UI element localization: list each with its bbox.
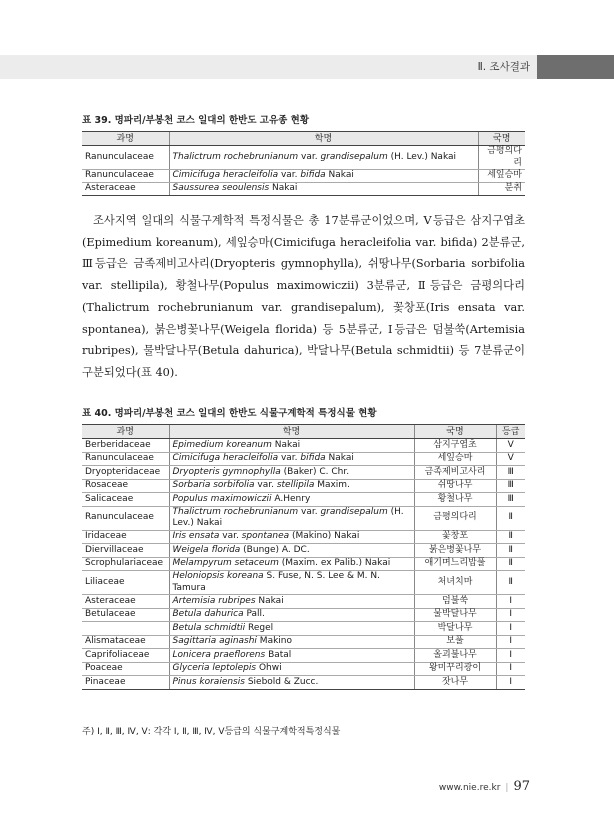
family-cell: Asteraceae [82,183,169,196]
korean-name-cell: 쉬땅나무 [414,479,496,493]
column-header: 학명 [169,132,478,146]
grade-cell: Ⅱ [496,544,525,558]
column-header: 과명 [82,425,169,439]
scientific-name-cell [169,649,414,663]
grade-cell: Ⅲ [496,493,525,507]
column-header: 국명 [478,132,525,146]
korean-name-cell: 처녀치마 [414,571,496,595]
sci-name-sci: Cimicifuga heracleifolia [172,453,279,463]
table-row [82,676,525,690]
grade-cell: Ⅰ [496,622,525,636]
sci-name-infra: bifida [300,453,326,463]
table-40 [82,424,525,690]
sci-name-author: (H. Lev.) Nakai [387,151,457,162]
grade-cell: Ⅰ [496,608,525,622]
grade-cell: Ⅴ [496,439,525,453]
sci-name-author: Pall. [243,609,265,619]
header-tab [537,55,614,79]
family-cell: Rosaceae [82,479,169,493]
scientific-name-cell [169,506,414,530]
sci-name-sci: Pinus koraiensis [172,676,245,687]
table-row [82,608,525,622]
sci-name-sci: Epimedium koreanum [172,439,272,450]
family-cell: Pinaceae [82,676,169,690]
section-header: Ⅱ. 조사결과 [477,61,530,73]
family-cell: Asteraceae [82,595,169,609]
sci-name-author: (Maxim. ex Palib.) Nakai [278,558,391,568]
sci-name-infra: stellipila [276,480,315,490]
sci-name-sci: Cimicifuga heracleifolia [172,170,279,181]
column-header: 국명 [414,425,496,439]
sci-name-infra: bifida [300,170,326,181]
korean-name-cell: 금평의다리 [478,146,525,170]
family-cell: Ranunculaceae [82,452,169,466]
korean-name-cell: 세잎승마 [478,170,525,183]
column-header: 등급 [496,425,525,439]
sci-name-author: Nakai [271,439,301,450]
sci-name-author: Regel [245,622,274,633]
scientific-name-cell [169,183,478,196]
scientific-name-cell [169,544,414,558]
sci-name-conn: var. [298,151,321,162]
grade-cell: Ⅰ [496,662,525,676]
table-row [82,170,525,183]
sci-name-sci: Iris ensata [172,531,220,541]
sci-name-author: Nakai [255,595,284,606]
sci-name-sci: Dryopteris gymnophylla [172,466,281,477]
sci-name-sci: Glyceria leptolepis [172,663,257,673]
scientific-name-cell [169,662,414,676]
table-row [82,622,525,636]
scientific-name-cell [169,571,414,595]
scientific-name-cell [169,595,414,609]
sci-name-infra: grandisepalum [320,151,388,162]
sci-name-author: Siebold & Zucc. [244,676,319,687]
scientific-name-cell [169,452,414,466]
table-row [82,557,525,571]
scientific-name-cell [169,170,478,183]
scientific-name-cell [169,146,478,170]
sci-name-sci: Thalictrum rochebrunianum [172,506,299,517]
grade-cell: Ⅱ [496,557,525,571]
table-row [82,544,525,558]
family-cell: Ranunculaceae [82,506,169,530]
table-row [82,635,525,649]
sci-name-sci: Lonicera praeflorens [172,649,266,660]
column-header: 학명 [169,425,414,439]
scientific-name-cell [169,608,414,622]
family-cell: Caprifoliaceae [82,649,169,663]
korean-name-cell: 올괴불나무 [414,649,496,663]
table-row [82,466,525,480]
sci-name-infra: spontanea [241,531,290,541]
family-cell: Ranunculaceae [82,170,169,183]
scientific-name-cell [169,466,414,480]
grade-cell: Ⅴ [496,452,525,466]
sci-name-sci: Populus maximowiczii [172,493,272,504]
scientific-name-cell [169,439,414,453]
page-number: 97 [513,779,530,794]
sci-name-sci: Weigela florida [172,544,241,555]
korean-name-cell: 박달나무 [414,622,496,636]
korean-name-cell: 덤불쑥 [414,595,496,609]
table-row [82,571,525,595]
scientific-name-cell [169,479,414,493]
sci-name-author: Ohwi [256,663,282,673]
sci-name-author: (Baker) C. Chr. [280,466,350,477]
sci-name-author: (H. Lev.) Nakai [172,506,404,528]
grade-cell: Ⅰ [496,649,525,663]
scientific-name-cell [169,557,414,571]
sci-name-author: Makino [256,636,293,646]
table-row [82,439,525,453]
sci-name-sci: Melampyrum setaceum [172,558,279,568]
family-cell: Liliaceae [82,571,169,595]
grade-cell: Ⅱ [496,530,525,544]
grade-cell: Ⅲ [496,479,525,493]
sci-name-author: S. Fuse, N. S. Lee & M. N. Tamura [172,571,380,593]
table-row [82,530,525,544]
table-row [82,506,525,530]
sci-name-conn: var. [298,506,321,517]
family-cell: Diervillaceae [82,544,169,558]
sci-name-sci: Heloniopsis koreana [172,571,264,581]
korean-name-cell: 보풀 [414,635,496,649]
scientific-name-cell [169,676,414,690]
sci-name-conn: var. [278,170,301,181]
scientific-name-cell [169,493,414,507]
korean-name-cell: 분취 [478,183,525,196]
korean-name-cell: 세잎승마 [414,452,496,466]
scientific-name-cell [169,530,414,544]
sci-name-conn: var. [219,531,242,541]
body-text: 조사지역 일대의 식물구계학적 특정식물은 총 17분류군이었으며, Ⅴ등급은 삼지구엽초(Epimedium koreanum), 세잎승마(Cimicifuga heracleifolia var. bifida) 2분류군, Ⅲ등급은 금족제비고사리(Dryopteris gymnophylla), 쉬땅나무(Sorbaria sorbifolia var. stellipila), 황철나무(Populus maximowiczii) 3분류군, Ⅱ등급은 금평의다리(Thalictrum rochebrunianum var. grandisepalum), 꽃창포(Iris ensata var. spontanea), 붉은병꽃나무(Weigela florida) 등 5분류군, Ⅰ등급은 덤불쑥(Artemisia rubripes), 물박달나무(Betula dahurica), 박달나무(Betula schmidtii) 등 7분류군이 구분되었다(표 40). [82,214,525,379]
sci-name-sci: Betula dahurica [172,609,244,619]
korean-name-cell: 금족제비고사리 [414,466,496,480]
korean-name-cell: 삼지구엽초 [414,439,496,453]
table-row [82,649,525,663]
sci-name-author: Nakai [269,183,298,194]
table-39-title: 표 39. 명파리/부봉천 코스 일대의 한반도 고유종 현황 [82,115,309,126]
sci-name-author: Nakai [325,170,354,181]
family-cell: Ranunculaceae [82,146,169,170]
korean-name-cell: 금평의다리 [414,506,496,530]
footer-separator: | [505,783,509,793]
family-cell: Alismataceae [82,635,169,649]
table-row [82,662,525,676]
sci-name-infra: grandisepalum [320,506,388,517]
sci-name-conn: var. [254,480,277,490]
scientific-name-cell [169,635,414,649]
family-cell [82,622,169,636]
grade-cell: Ⅰ [496,676,525,690]
sci-name-author: A.Henry [271,493,311,504]
family-cell: Betulaceae [82,608,169,622]
sci-name-sci: Saussurea seoulensis [172,183,270,194]
sci-name-author: (Makino) Nakai [289,531,360,541]
column-header: 과명 [82,132,169,146]
sci-name-sci: Sagittaria aginashi [172,636,257,646]
family-cell: Salicaceae [82,493,169,507]
korean-name-cell: 애기며느리밥풀 [414,557,496,571]
sci-name-sci: Artemisia rubripes [172,595,256,606]
family-cell: Iridaceae [82,530,169,544]
table-row [82,479,525,493]
grade-cell: Ⅰ [496,635,525,649]
family-cell: Poaceae [82,662,169,676]
family-cell: Scrophulariaceae [82,557,169,571]
sci-name-sci: Thalictrum rochebrunianum [172,151,299,162]
grade-cell: Ⅱ [496,506,525,530]
sci-name-conn: var. [278,453,301,463]
scientific-name-cell [169,622,414,636]
table-row [82,146,525,170]
korean-name-cell: 왕미꾸리광이 [414,662,496,676]
table-40-title: 표 40. 명파리/부봉천 코스 일대의 한반도 식물구계학적 특정식물 현황 [82,408,377,419]
page-footer [439,779,530,794]
table-note: 주) Ⅰ, Ⅱ, Ⅲ, Ⅳ, Ⅴ: 각각 Ⅰ, Ⅱ, Ⅲ, Ⅳ, Ⅴ등급의 식물구계학적특정식물 [82,727,341,737]
table-row [82,183,525,196]
sci-name-author: Nakai [325,453,354,463]
sci-name-sci: Betula schmidtii [172,622,246,633]
korean-name-cell: 황철나무 [414,493,496,507]
table-row [82,452,525,466]
korean-name-cell: 꽃창포 [414,530,496,544]
sci-name-author: (Bunge) A. DC. [240,544,310,555]
sci-name-author: Maxim. [314,480,350,490]
sci-name-sci: Sorbaria sorbifolia [172,480,255,490]
korean-name-cell: 붉은병꽃나무 [414,544,496,558]
korean-name-cell: 물박달나무 [414,608,496,622]
korean-name-cell: 잣나무 [414,676,496,690]
body-paragraph [82,210,525,384]
grade-cell: Ⅱ [496,571,525,595]
table-row [82,493,525,507]
table-row [82,595,525,609]
sci-name-author: Batal [265,649,292,660]
grade-cell: Ⅰ [496,595,525,609]
grade-cell: Ⅲ [496,466,525,480]
footer-url: www.nie.re.kr [438,783,501,793]
family-cell: Dryopteridaceae [82,466,169,480]
family-cell: Berberidaceae [82,439,169,453]
table-39 [82,131,525,196]
